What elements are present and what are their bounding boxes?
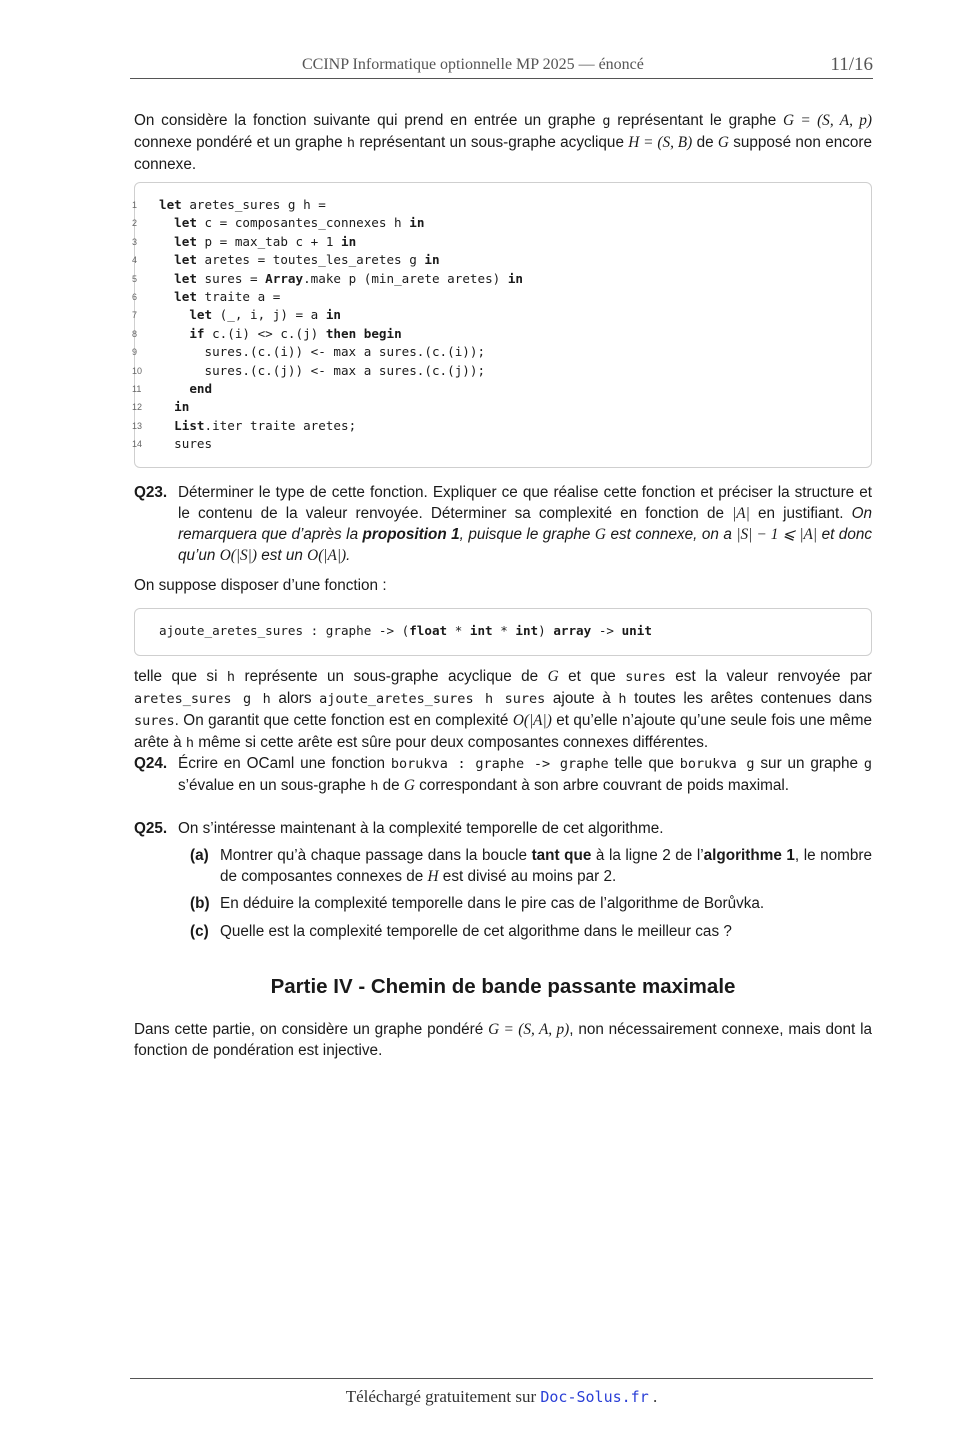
code-text: ajoute_aretes_sures : graphe -> ( (159, 623, 410, 638)
line-number: 11 (132, 384, 142, 394)
line-number: 6 (132, 292, 138, 302)
code-line (159, 251, 440, 269)
proposition-ref: proposition 1 (362, 526, 460, 543)
partie-text: , non nécessairement connexe, mais dont la fonction de pondération est injective. (134, 1021, 872, 1059)
code-line (159, 398, 189, 416)
code-text: p = max_tab c + 1 (196, 233, 341, 249)
code-text (159, 252, 174, 267)
code-sures: sures (134, 713, 175, 729)
subquestion-body (220, 845, 872, 887)
question-q25 (134, 818, 872, 839)
line-number: 9 (132, 347, 138, 358)
math-OA: O(|A|) (307, 547, 347, 564)
page-footer (130, 1387, 873, 1407)
telle-text: représente un sous-graphe acyclique de (235, 668, 548, 685)
math-G: G (547, 668, 559, 685)
question-q24 (134, 753, 872, 797)
math-H-def: H = (S, B) (628, 134, 693, 151)
code-text: aretes = toutes_les_aretes g (196, 252, 425, 268)
math-G-def: G = (S, A, p) (488, 1021, 570, 1038)
question-q23 (134, 482, 872, 566)
code-text: traite a = (196, 289, 281, 304)
q23-remark: est un (256, 547, 308, 564)
subquestion-label: (b) (190, 895, 210, 912)
code-keyword: let (174, 289, 197, 304)
code-call: borukva g (679, 756, 755, 772)
math-G: G (403, 777, 415, 794)
code-line (159, 325, 402, 343)
code-text: .iter traite aretes; (204, 417, 357, 433)
intro-paragraph (134, 110, 872, 175)
page-header (130, 54, 873, 79)
telle-text: telle que si (134, 668, 227, 685)
q24-text: sur un graphe (754, 755, 864, 772)
doc-solus-link[interactable]: Doc-Solus.fr (540, 1388, 649, 1406)
line-number: 12 (132, 402, 143, 413)
code-text: -> (591, 623, 622, 638)
code-text (159, 271, 174, 286)
code-keyword: let (174, 233, 197, 249)
question-label: Q24. (134, 755, 168, 772)
page-number: 11/16 (830, 54, 873, 75)
code-line (159, 270, 523, 288)
keyword-tant-que: tant que (531, 847, 592, 864)
code-keyword: if (189, 325, 205, 341)
code-call: aretes_sures g h (134, 691, 271, 707)
footer-text: Téléchargé gratuitement sur (345, 1387, 541, 1406)
sub-text: est divisé au moins par 2. (438, 868, 617, 885)
code-keyword: let (174, 270, 197, 286)
q24-text: Écrire en OCaml une fonction (178, 755, 391, 772)
code-h: h (370, 778, 379, 794)
telle-text: toutes les arêtes contenues dans (626, 690, 873, 707)
code-sures: sures (625, 669, 666, 685)
code-text: sures (159, 436, 213, 452)
subquestion-label: (a) (190, 847, 209, 864)
code-keyword: float (409, 623, 448, 638)
code-text: .make p (min_arete aretes) (303, 270, 508, 286)
code-keyword: let (174, 215, 197, 231)
question-label: Q23. (134, 484, 168, 501)
code-line (159, 306, 341, 324)
line-number: 2 (132, 218, 138, 229)
math-G-def: G = (S, A, p) (783, 112, 872, 129)
q23-remark: et donc qu’un (178, 526, 872, 564)
math-G: G (594, 526, 606, 543)
line-number: 1 (132, 200, 138, 210)
code-signature: borukva : graphe -> graphe (390, 756, 609, 772)
code-keyword: List (174, 417, 205, 433)
partie-text: Dans cette partie, on considère un graphe pondéré (134, 1021, 489, 1038)
footer-end: . (648, 1387, 658, 1406)
telle-text: même si cette arête est sûre pour deux composantes connexes différentes. (194, 734, 709, 751)
code-text: c = composantes_connexes h (196, 215, 410, 231)
q23-remark: . (346, 547, 351, 564)
code-keyword: let (189, 307, 213, 323)
question-label: Q25. (134, 820, 168, 837)
code-line (159, 233, 356, 251)
code-line (159, 417, 356, 435)
intro-text: On considère la fonction suivante qui prend en entrée un graphe (134, 112, 603, 129)
code-h: h (185, 735, 195, 751)
math-H: H (427, 868, 439, 885)
code-text: sures.(c.(i)) <- max a sures.(c.(i)); (159, 344, 486, 360)
math-G: G (717, 134, 729, 151)
code-text: ) (538, 623, 554, 638)
subquestion-label: (c) (190, 923, 209, 940)
subquestion-body: En déduire la complexité temporelle dans le pire cas de l’algorithme de Borůvka. (220, 895, 765, 912)
header-title: CCINP Informatique optionnelle MP 2025 — énoncé (302, 56, 644, 73)
code-text: sures.(c.(j)) <- max a sures.(c.(j)); (159, 362, 486, 378)
code-listing-aretes-sures (134, 182, 872, 468)
subquestion-b (190, 893, 872, 914)
q23-text: en justifiant. (749, 505, 852, 522)
code-keyword: unit (621, 623, 652, 638)
question-body: On s’intéresse maintenant à la complexité temporelle de cet algorithme. (178, 820, 664, 837)
intro-text: supposé non encore connexe. (134, 134, 872, 173)
sub-text: , le nombre de composantes connexes de (220, 847, 873, 885)
q23-text: Déterminer le type de cette fonction. Expliquer ce que réalise cette fonction et préciser la structure et le contenu de la valeur renvoyée. Déterminer sa complexité en fonction de (178, 484, 872, 522)
code-keyword: end (189, 381, 213, 396)
telle-text: alors (270, 690, 320, 707)
code-text (159, 399, 174, 414)
question-body (178, 482, 872, 566)
code-line (159, 622, 652, 640)
q23-remark: On remarquera que d’après la (178, 505, 872, 543)
code-text (159, 381, 189, 396)
code-text: c.(i) <> c.(j) (204, 325, 326, 341)
math-absA: |A| (732, 505, 750, 522)
code-keyword: in (409, 215, 425, 231)
line-number: 5 (132, 273, 138, 284)
q24-text: correspondant à son arbre couvrant de poids maximal. (414, 777, 790, 794)
code-g: g (863, 756, 873, 772)
code-line (159, 343, 485, 361)
algorithm-ref: algorithme 1 (703, 847, 795, 864)
code-text: * (492, 623, 516, 638)
partie-intro (134, 1019, 872, 1061)
code-line (159, 435, 212, 453)
q24-text: de (378, 777, 404, 794)
q23-remark: , puisque le graphe (459, 526, 595, 543)
code-keyword: Array (265, 270, 304, 286)
intro-text: représentant le graphe (610, 112, 784, 129)
math-OA: O(|A|) (512, 712, 552, 729)
subquestion-a (190, 845, 872, 887)
code-h: h (226, 669, 236, 685)
footer-rule (130, 1378, 873, 1379)
code-text (159, 215, 174, 230)
math-inequality: |S| − 1 ⩽ |A| (736, 526, 818, 543)
question-body (178, 753, 872, 797)
code-keyword: in (325, 307, 341, 323)
code-line (159, 362, 485, 380)
telle-paragraph (134, 666, 872, 754)
subquestion-c (190, 921, 872, 942)
code-keyword: then begin (325, 325, 402, 341)
line-number: 13 (132, 420, 143, 431)
code-keyword: in (424, 252, 440, 268)
code-text: sures = (196, 270, 266, 286)
telle-text: . On garantit que cette fonction est en complexité (174, 712, 513, 729)
code-text: (_, i, j) = a (212, 307, 326, 323)
code-text: * (447, 623, 470, 638)
section-title: Partie IV - Chemin de bande passante maximale (270, 975, 736, 998)
code-keyword: let (159, 197, 182, 212)
code-line (159, 214, 424, 232)
q24-text: s’évalue en un sous-graphe (178, 777, 371, 794)
code-line (159, 196, 326, 214)
q23-remark: est connexe, on a (605, 526, 737, 543)
telle-text: et que (558, 668, 626, 685)
code-keyword: array (553, 623, 592, 638)
code-keyword: in (174, 399, 190, 415)
sub-text: à la ligne 2 de l’ (591, 847, 704, 864)
code-keyword: in (340, 233, 357, 249)
line-number: 8 (132, 328, 138, 339)
code-line (159, 288, 280, 306)
code-call: ajoute_aretes_sures h sures (319, 691, 546, 707)
code-keyword: int (469, 623, 493, 638)
suppose-line: On suppose disposer d’une fonction : (134, 577, 387, 594)
code-text (159, 289, 174, 304)
math-OS: O(|S|) (219, 547, 257, 564)
code-text (159, 234, 174, 249)
line-number: 10 (132, 365, 143, 376)
code-text (159, 418, 174, 433)
q24-text: telle que (608, 755, 680, 772)
intro-text: représentant un sous-graphe acyclique (355, 134, 629, 151)
telle-text: et qu’elle n’ajoute qu’une seule fois une même arête à (134, 712, 872, 751)
telle-text: ajoute à (545, 690, 619, 707)
line-number: 4 (132, 255, 138, 266)
code-line (159, 380, 212, 398)
intro-text: connexe pondéré et un graphe (134, 134, 347, 151)
code-signature-ajoute (134, 608, 872, 656)
code-text: aretes_sures g h = (181, 197, 326, 212)
line-number: 14 (132, 439, 143, 450)
intro-text: de (692, 134, 718, 151)
code-keyword: int (515, 623, 539, 638)
code-text (159, 307, 189, 322)
line-number: 7 (132, 310, 138, 321)
telle-text: est la valeur renvoyée par (665, 668, 873, 685)
line-number: 3 (132, 236, 138, 247)
code-text (159, 326, 189, 341)
code-h: h (618, 691, 627, 707)
code-keyword: let (174, 252, 197, 268)
code-keyword: in (507, 270, 523, 286)
code-h: h (346, 135, 356, 151)
subquestion-body: Quelle est la complexité temporelle de cet algorithme dans le meilleur cas ? (220, 923, 732, 940)
code-g: g (602, 113, 611, 129)
sub-text: Montrer qu’à chaque passage dans la boucle (220, 847, 532, 864)
